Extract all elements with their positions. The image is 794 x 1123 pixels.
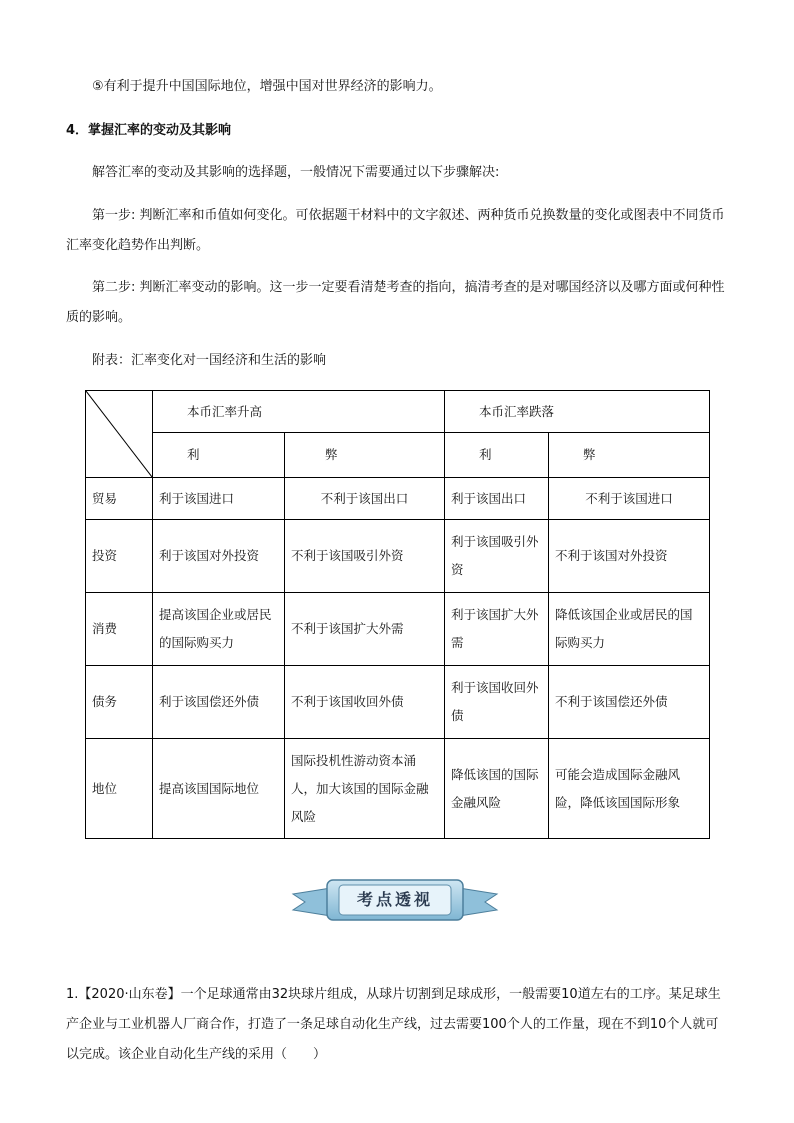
table-cell: 利于该国偿还外债: [153, 666, 285, 739]
table-cell: 不利于该国吸引外资: [285, 520, 445, 593]
table-cell: 不利于该国进口: [549, 478, 710, 520]
paragraph-point-5: ⑤有利于提升中国国际地位，增强中国对世界经济的影响力。: [92, 79, 442, 94]
table-cell: 不利于该国扩大外需: [285, 593, 445, 666]
row-label-consumption: 消费: [86, 593, 153, 666]
row-label-investment: 投资: [86, 520, 153, 593]
table-cell: 利于该国对外投资: [153, 520, 285, 593]
table-cell: 不利于该国偿还外债: [549, 666, 710, 739]
paragraph-intro: 解答汇率的变动及其影响的选择题，一般情况下需要通过以下步骤解决:: [92, 165, 500, 180]
table-row: [86, 666, 710, 739]
table-cell: 不利于该国对外投资: [549, 520, 710, 593]
table-row: [86, 739, 710, 839]
table-cell: 提高该国企业或居民的国际购买力: [153, 593, 285, 666]
table-cell: 降低该国的国际金融风险: [445, 739, 549, 839]
question-1: 1.【2020·山东卷】一个足球通常由32块球片组成，从球片切割到足球成形，一般需要10道左右的工序。某足球生产企业与工业机器人厂商合作，打造了一条足球自动化生产线，过去需要100个人的工作量，现在不到10个人就可以完成。该企业自动化生产线的采用（ ）: [66, 987, 721, 1062]
table-cell: 利于该国扩大外需: [445, 593, 549, 666]
table-cell: 利于该国进口: [153, 478, 285, 520]
paragraph-step-1: 第一步: 判断汇率和币值如何变化。可依据题干材料中的文字叙述、两种货币兑换数量的变化或图表中不同货币汇率变化趋势作出判断。: [66, 208, 725, 253]
table-cell: 降低该国企业或居民的国际购买力: [549, 593, 710, 666]
table-row: [86, 478, 710, 520]
table-row: [86, 520, 710, 593]
table-caption: 附表：汇率变化对一国经济和生活的影响: [92, 353, 327, 368]
paragraph-step-2: 第二步: 判断汇率变动的影响。这一步一定要看清楚考查的指向，搞清考查的是对哪国经济以及哪方面或何种性质的影响。: [66, 280, 725, 325]
row-label-trade: 贸易: [86, 478, 153, 520]
subheader-depreciation-con: 弊: [549, 433, 710, 478]
header-appreciation: 本币汇率升高: [153, 391, 445, 433]
exchange-rate-impact-table: [85, 390, 710, 839]
section-banner: [291, 876, 499, 924]
table-corner-diagonal: [86, 391, 153, 478]
row-label-status: 地位: [86, 739, 153, 839]
subheader-appreciation-con: 弊: [285, 433, 445, 478]
table-cell: 利于该国出口: [445, 478, 549, 520]
table-cell: 不利于该国收回外债: [285, 666, 445, 739]
table-cell: 不利于该国出口: [285, 478, 445, 520]
section-heading-4: 4．掌握汇率的变动及其影响: [66, 123, 232, 138]
header-depreciation: 本币汇率跌落: [445, 391, 710, 433]
banner-label: 考点透视: [356, 890, 433, 909]
table-cell: 利于该国吸引外资: [445, 520, 549, 593]
table-cell: 提高该国国际地位: [153, 739, 285, 839]
table-cell: 利于该国收回外债: [445, 666, 549, 739]
table-row: [86, 593, 710, 666]
row-label-debt: 债务: [86, 666, 153, 739]
table-cell: 可能会造成国际金融风险，降低该国国际形象: [549, 739, 710, 839]
subheader-appreciation-pro: 利: [153, 433, 285, 478]
table-cell: 国际投机性游动资本涌人，加大该国的国际金融风险: [285, 739, 445, 839]
subheader-depreciation-pro: 利: [445, 433, 549, 478]
